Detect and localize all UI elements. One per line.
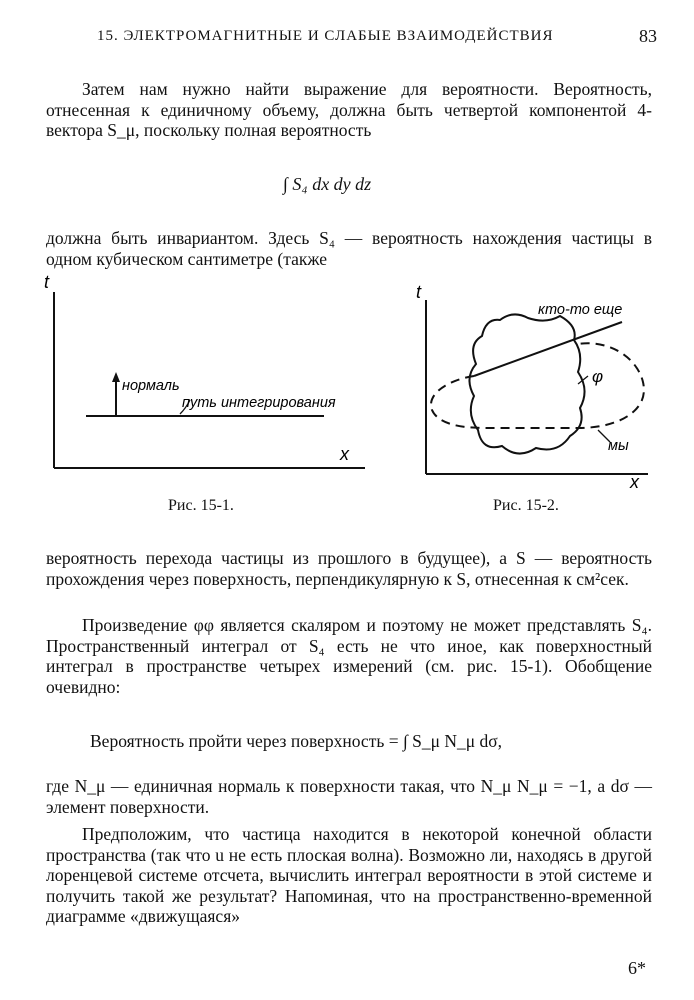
fig2-we-label: мы [608, 438, 629, 454]
fig2-dashed-frame [431, 343, 644, 428]
figure-15-2-caption: Рис. 15-2. [493, 497, 559, 514]
paragraph-6: Предположим, что частица находится в некоторой конечной области пространства (так что u не есть плоская волна). Возможно ли, находясь в другой лоренцевой системе отсчета, вычислить интеграл вероятности в этой системе и получить такой же результат? Напоминая, что на пространственно-временной диаграмме «движущаяся» [46, 824, 652, 926]
page-number: 83 [639, 26, 657, 46]
fig2-other-label: кто-то еще [538, 302, 623, 318]
fig1-x-label: x [340, 444, 349, 464]
formula-surface-probability: Вероятность пройти через поверхность = ∫ S_μ N_μ dσ, [90, 731, 503, 751]
running-header [97, 28, 657, 50]
paragraph-4: Произведение φφ является скаляром и поэтому не может представлять S₄. Пространственный интеграл от S₄ есть не что иное, как поверхностный интеграл в пространстве четырех измерений (см. рис. 15-1). Обобщение очевидно: [46, 615, 652, 697]
paragraph-1: Затем нам нужно найти выражение для вероятности. Вероятность, отнесенная к единичному объему, должна быть четвертой компонентой 4-вектора S_μ, поскольку полная вероятность [46, 79, 652, 140]
fig2-t-label: t [416, 282, 422, 302]
signature-mark: 6* [628, 958, 646, 978]
figure-15-2 [408, 278, 658, 490]
fig1-normal-label: нормаль [122, 378, 180, 394]
formula-probability-integral: ∫ S₄ dx dy dz [283, 174, 372, 194]
figure-15-1-caption: Рис. 15-1. [168, 497, 234, 514]
fig1-t-label: t [44, 272, 50, 292]
fig2-wavy-region [469, 314, 584, 453]
fig1-path-label: путь интегрирования [182, 395, 336, 411]
chapter-title: 15. ЭЛЕКТРОМАГНИТНЫЕ И СЛАБЫЕ ВЗАИМОДЕЙСТВИЯ [97, 28, 554, 44]
paragraph-5: где N_μ — единичная нормаль к поверхности такая, что N_μ N_μ = −1, а dσ — элемент поверхности. [46, 776, 652, 817]
paragraph-2: должна быть инвариантом. Здесь S₄ — вероятность нахождения частицы в одном кубическом сантиметре (также [46, 228, 652, 269]
fig1-normal-arrowhead [112, 372, 120, 382]
fig2-x-label: x [630, 472, 639, 490]
figure-15-1 [40, 272, 370, 477]
fig2-phi-label: φ [592, 367, 604, 386]
paragraph-3: вероятность перехода частицы из прошлого в будущее), а S — вероятность прохождения через поверхность, перпендикулярную к S, отнесенная к см²сек. [46, 548, 652, 589]
